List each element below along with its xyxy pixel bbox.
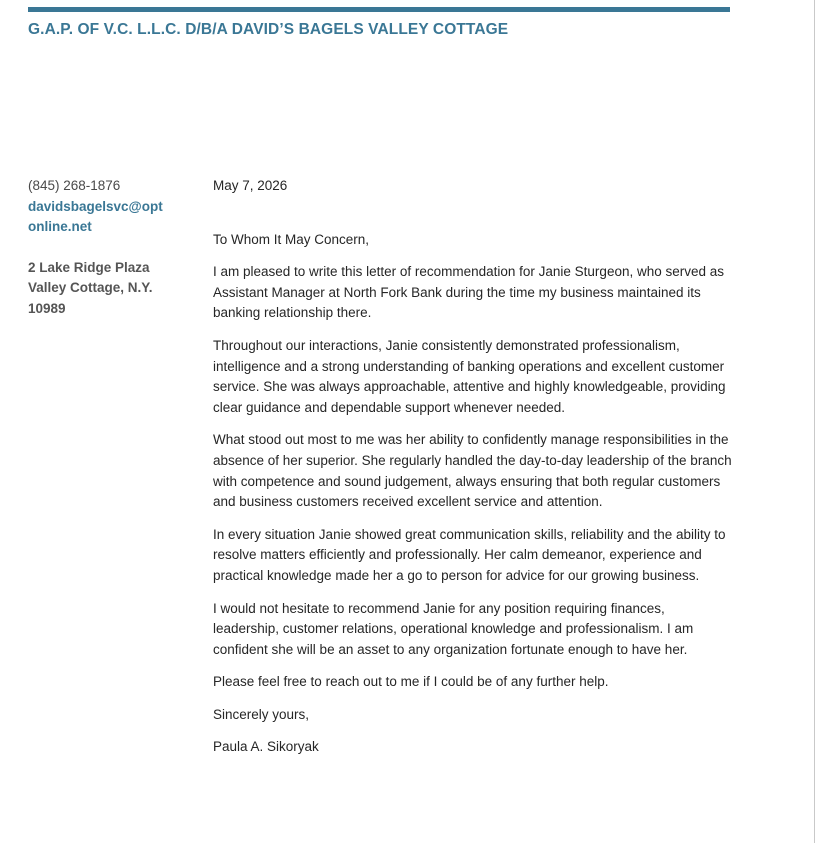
mailing-address — [28, 258, 168, 320]
company-letterhead: G.A.P. OF V.C. L.L.C. D/B/A DAVID’S BAGELS VALLEY COTTAGE — [28, 21, 509, 38]
letter-paragraph: I am pleased to write this letter of recommendation for Janie Sturgeon, who served as Assistant Manager at North Fork Bank during the time my business maintained its banking relationship there. — [213, 264, 725, 321]
letter-paragraph: Please feel free to reach out to me if I could be of any further help. — [213, 674, 609, 690]
letter-paragraph: In every situation Janie showed great communication skills, reliability and the ability to resolve matters efficiently and professionally. Her calm demeanor, experience and practical knowledge made her a go to person for advice for our growing business. — [213, 526, 726, 583]
letter-closing: Sincerely yours, — [213, 706, 310, 722]
letter-paragraph: I would not hesitate to recommend Janie for any position requiring finances, leadership, customer relations, operational knowledge and professionalism. I am confident she will be an asset to any organization fortunate enough to have her. — [213, 600, 694, 657]
address-street: 2 Lake Ridge Plaza — [28, 259, 150, 275]
letter-body — [213, 176, 733, 758]
letter-greeting: To Whom It May Concern, — [213, 231, 370, 247]
address-zip: 10989 — [28, 300, 66, 316]
letter-paragraph: What stood out most to me was her ability to confidently manage responsibilities in the absence of her superior. She regularly handled the day-to-day leadership of the branch with competence and sound judgement, always ensuring that both regular customers and business customers received excellent service and attention. — [213, 432, 732, 510]
contact-sidebar — [28, 176, 168, 319]
letter-paragraph: Throughout our interactions, Janie consistently demonstrated professionalism, intelligence and a strong understanding of banking operations and excellent customer service. She was always approachable, attentive and highly knowledgeable, providing clear guidance and dependable support whenever needed. — [213, 337, 726, 415]
letter-signature: Paula A. Sikoryak — [213, 739, 319, 755]
address-city-state: Valley Cottage, N.Y. — [28, 280, 153, 295]
page-edge-divider — [814, 0, 815, 843]
phone-number: (845) 268-1876 — [28, 178, 121, 193]
email-link[interactable]: davidsbagelsvc@optonline.net — [28, 198, 163, 234]
letter-date: May 7, 2026 — [213, 178, 288, 193]
header-rule — [28, 7, 730, 12]
